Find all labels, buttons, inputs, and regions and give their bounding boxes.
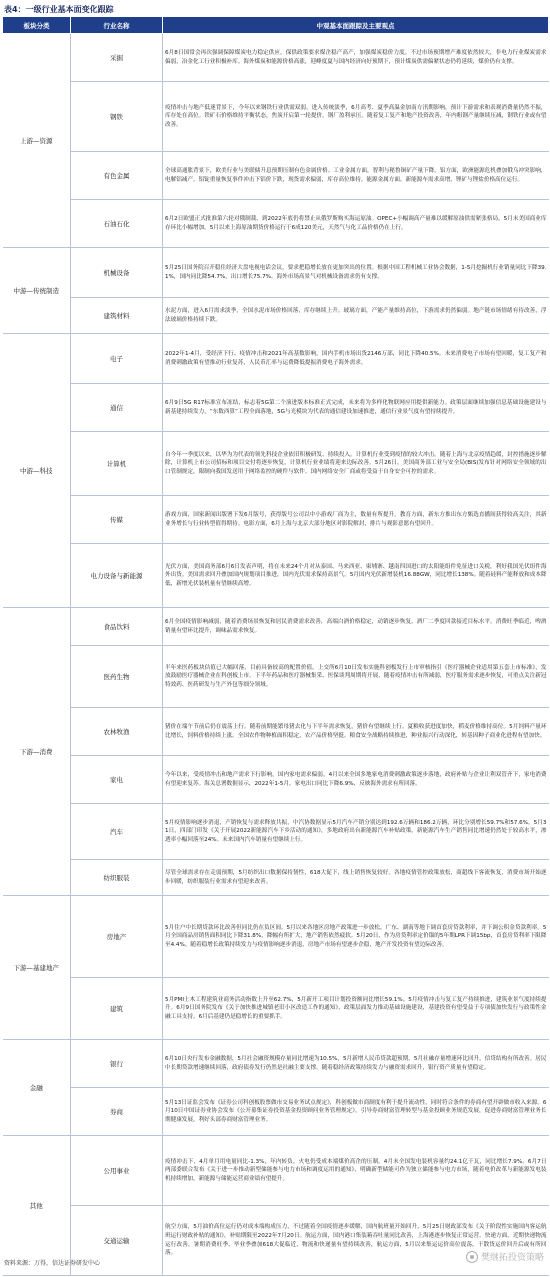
view-cell: 今年以来，受疫情冲击和地产需求下行影响，国内家电需求偏弱。4月以来全国多地家电消费刺激政策逐步落地，政府补贴与企业让利双管齐下，家电消费有望迎来复苏。海关总署数据显示，2022年1-5月，家电出口同比下降6.9%，反映海外需求有所回落。 bbox=[163, 756, 549, 804]
table-row bbox=[3, 1136, 549, 1206]
view-cell: 全球高通胀背景下，欧美行业与美联储升息预期压制有色金属价格。工业金属方面，智利与秘鲁铜矿产量下降。铝方面，欧洲能源危机叠加俄乌冲突影响，电解铝减产。铝锭重量恢复事件冲击下铝价下跌，现货需求偏弱，库存高位维持。能源金属方面，新能源车需求高增，锂矿与锂盐价格高位运行。 bbox=[163, 152, 549, 200]
segment-cell: 中游—传统制造 bbox=[3, 248, 71, 334]
view-cell: 疫情冲击与地产低迷背景下，今年以来钢铁行业供需双弱。进入传统淡季，6月高考、夏季高温金加南方汛期影响，预计下游需求和表观消费量仍然不振，库存处在高位。铁矿石价格维持平衡状态，焦炭开启第一轮提价，钢厂盈利承压。随着复工复产和地产投资改善，年内粗钢产量继续压减，钢铁行业或有望改善。 bbox=[163, 82, 549, 152]
table-row bbox=[3, 200, 549, 248]
view-cell: 水泥方面，进入6月需求淡季，全国水泥市场价格回落，库存继续上升。玻璃方面，产能产量维持高位，下游需求仍然偏弱。地产链市场情绪有待改善，浮法玻璃价格持续下跌。 bbox=[163, 298, 549, 334]
table-header-row bbox=[3, 17, 549, 34]
watermark-text: 樊继拓投资策略 bbox=[480, 1253, 544, 1263]
industry-cell: 建筑 bbox=[71, 978, 163, 1040]
view-cell: 6月10日央行发布金融数据，5月社会融资规模存量同比增速为10.5%，5月新增人民币贷款超预期，5月社融存量增速环比回升，信贷结构有所改善。居民中长期贷款增速继续回落，政府债券发行仍然是社融主要支撑。随着稳经济政策持续发力与融资需求回升，银行资产质量有望稳定。 bbox=[163, 1040, 549, 1088]
table-row bbox=[3, 804, 549, 860]
view-cell: 6月2日欧盟正式批准第六轮对俄制裁，到2022年底仍将禁止从俄罗斯购买海运原油。OPEC+小幅调高产量难以缓解原油供需紧张格局。5月末美国商业库存环比小幅增加。5月以来上海原油期货价格运行于6成120美元，天然气与化工品价格仍在上行。 bbox=[163, 200, 549, 248]
industry-cell: 医药生物 bbox=[71, 646, 163, 708]
table-row bbox=[3, 298, 549, 334]
segment-cell: 下游—基建地产 bbox=[3, 896, 71, 1040]
table-row bbox=[3, 384, 549, 432]
table-row bbox=[3, 608, 549, 646]
table-row bbox=[3, 152, 549, 200]
industry-cell: 食品饮料 bbox=[71, 608, 163, 646]
table-row bbox=[3, 334, 549, 384]
industry-cell: 券商 bbox=[71, 1088, 163, 1136]
view-cell: 游戏方面，国家新闻出版署下发6月版号，获得版号公司以中小游戏厂商为主，数量有所提升。教育方面，新东方推出东方甄选直播间获得较高关注，其新业务增长与行业转型值得期待。电影方面，6月上海与北京大部分地区对影院解封，排片与观影意愿有望回升。 bbox=[163, 496, 549, 544]
industry-cell: 石油石化 bbox=[71, 200, 163, 248]
industry-cell: 采掘 bbox=[71, 34, 163, 82]
industry-cell: 公用事业 bbox=[71, 1136, 163, 1206]
industry-cell: 汽车 bbox=[71, 804, 163, 860]
industry-cell: 有色金属 bbox=[71, 152, 163, 200]
industry-cell: 传媒 bbox=[71, 496, 163, 544]
segment-cell: 其他 bbox=[3, 1136, 71, 1276]
industry-cell: 电力设备与新能源 bbox=[71, 544, 163, 608]
view-cell: 5月13日证监会发布《证券公司科创板股票做市交易业务试点规定》，科创板做市商制度有利于提升流动性，同时符合条件的券商有望开辟做市收入来源。6月10日中国证券业协会发布《公开募集证券投资基金投资顾问业务管理规定》，引导券商财富管理转型与基金投顾业务规范发展，促进券商财富管理业务长期健康发展，利好头部券商财富管理业务。 bbox=[163, 1088, 549, 1136]
segment-cell: 中游—科技 bbox=[3, 334, 71, 608]
view-cell: 半年来医药板块估值已大幅回落，目前具备较高的配置价值。上交所6月10日发布实施科创板发行上市审核指引《医疗器械企业适用第五套上市标准》，发放鼓励医疗器械企业在科创板上市。下半年药品和医疗器械集采、医保谈判周期将开展，随着疫情冲击有所减弱，医疗服务需求逐步恢复，可重点关注新冠特效药、医药研发与生产外包等细分领域。 bbox=[163, 646, 549, 708]
segment-cell: 上游—资源 bbox=[3, 34, 71, 248]
industry-cell: 家电 bbox=[71, 756, 163, 804]
view-cell: 5月住户中长期贷款环比改善但同比仍在负区间。5月以来各地区房地产政策进一步放松，广东、湖南等地下调首套房贷款利率，并下调公积金贷款利率。5月全国商品房销售面积同比下降31.8%，降幅有所扩大，地产销售依然疲软。5月20日，作为房贷利率定价锚的5年期LPR下调15bp，首套房贷利率下限降至4.4%。随着稳增长政策持续发力与疫情影响逐步消退，房地产市场有望逐步企稳，地产开发投资有望边际改善。 bbox=[163, 896, 549, 978]
view-cell: 自今年一季度以来，以华为为代表的领先科技企业依旧积极研发、持续投入。计算机行业受到疫情的较大冲击。随着上海与北京疫情趋缓，封控措施逐步解除，计算机上市公司招标和项目交付将逐步恢复，计算机行业业绩将迎来边际改善。5月26日，美国商务部工业与安全局(BIS)发布针对网络安全领域的出口管制规定，限制向我国发送用于网络监控的硬件与软件。国内网络安全厂商或将受益于自身安全可控的需求。 bbox=[163, 432, 549, 496]
industry-cell: 银行 bbox=[71, 1040, 163, 1088]
view-cell: 航空方面，5月油价高位运行仍对成本端构成压力，不过随着全国疫情逐步缓解，国内航班量开始回升，5月25日财政部发布《关于阶段性实施国内客运航班运行财政补贴的通知》，补贴期限至2022年7月20日。航运方面，国内港口集装箱吞吐量同比改善，上海港逐步恢复正常运营。快递方面，近期快递物流运行改善，暑期消费旺季、毕业季叠加618大促临近，物流和快递量有望持续改善，航运方面，5月以来集运运价高位震荡，干散货运价回升后或有所回落。 bbox=[163, 1206, 549, 1276]
view-cell: 5月疫情影响逐步消退，产销恢复与需求释放共振，中汽协数据显示5月汽车产销分别达到192.6万辆和186.2万辆，环比分别增长59.7%和57.6%。5月31日，四部门印发《关于开展2022新能源汽车下乡活动的通知》，多地政府出台新能源汽车补贴政策。新能源汽车生产销售同比增速仍然处于较高水平，渗透率小幅回落至24%。未来国内汽车销量有望继续上行。 bbox=[163, 804, 549, 860]
industry-cell: 交通运输 bbox=[71, 1206, 163, 1276]
table-title: 表4：一级行业基本面变化跟踪 bbox=[4, 5, 114, 14]
table-row bbox=[3, 860, 549, 896]
industry-tracking-table bbox=[2, 16, 549, 1276]
view-cell: 光伏方面，美国商务部6月6日发表声明，将在未来24个月对从泰国、马来西亚、柬埔寨、越南四国进口的太阳能组件免征进口关税，利好我国光伏组件海外出货。美国需求回升叠加国内规划项目推进，国内光伏需求保持高景气。5月国内光伏新增装机16.88GW，同比增长138%。随着硅料产能释放和成本降低，新增光伏装机量有望继续高增。 bbox=[163, 544, 549, 608]
industry-cell: 钢铁 bbox=[71, 82, 163, 152]
view-cell: 5月PMI土木工程建筑业商务活动指数上升至62.7%，5月新开工项目计划投资额同比增长59.1%。5月疫情冲击与复工复产持续推进，建筑业景气度持续提升。6月9日国务院发布《关于加快推进城镇老旧小区改造工作的通知》，政策层面发力推动基础设施建设，基建投资有望受益于专项债加快发行与政策性金融工具支持。6月后基建仍是稳增长的重要抓手。 bbox=[163, 978, 549, 1040]
table-row bbox=[3, 82, 549, 152]
industry-cell: 农林牧渔 bbox=[71, 708, 163, 756]
table-row bbox=[3, 432, 549, 496]
industry-cell: 纺织服装 bbox=[71, 860, 163, 896]
table-row bbox=[3, 646, 549, 708]
industry-cell: 计算机 bbox=[71, 432, 163, 496]
header-segment: 板块分类 bbox=[3, 17, 71, 34]
header-industry: 行业名称 bbox=[71, 17, 163, 34]
view-cell: 6月9日5G R17标准宣布冻结，标志着5G第二个演进版本标准正式完成，未来将为多样化物联网应用提供新能力。政策层面继续加强信息基础设施建设与新基建持续发力，“东数西算”工程全面落地，5G与光模块为代表的通信建设加速推进，通信行业景气度有望持续提升。 bbox=[163, 384, 549, 432]
table-body bbox=[3, 34, 549, 1276]
header-view: 中观基本面跟踪及主要观点 bbox=[163, 17, 549, 34]
table-row bbox=[3, 1040, 549, 1088]
view-cell: 6月全国疫情影响减弱，随着消费场景恢复和居民消费需求改善，高端白酒价格稳定，动销逐步恢复。酒厂二季度回款接近目标水平。消费旺季临近，啤酒销量有望环比提升，调味品需求恢复。 bbox=[163, 608, 549, 646]
table-row bbox=[3, 896, 549, 978]
industry-cell: 房地产 bbox=[71, 896, 163, 978]
view-cell: 6月8日国常会再次强调保障煤炭电力稳定供应。保供政策要求煤企稳产高产，加强煤炭稳价力度。不过市场预期增产难度依然较大，非电力行业煤炭需求偏弱，冶金化工行业积极补库。海外煤炭和能源价格高涨，迎峰度夏与国内经济向好预期下，预计煤炭供需偏紧状态仍将延续，煤价仍有支撑。 bbox=[163, 34, 549, 82]
view-cell: 尽管全球需求存在走弱预期，5月纺织出口数据保持韧性，618大促下，线上销售恢复较好。各地疫情管控政策放松，商超线下客流恢复，消费市场开始逐步回暖，纺织服装行业需求有望迎来改善。 bbox=[163, 860, 549, 896]
wechat-logo-icon bbox=[466, 1251, 478, 1263]
segment-cell: 下游—消费 bbox=[3, 608, 71, 896]
table-row bbox=[3, 34, 549, 82]
view-cell: 猪价在端午节前后仍在震荡上行。随着前期能繁母猪去化与下半年需求恢复，猪价有望继续上行。夏粮收获进度加快，稻麦价格维持高位。5月饲料产量环比增长，饲料价格持续上涨。全国农作物种植面积稳定，农产品价格坚挺。粮食安全战略持续推进，种业振兴行动深化，转基因种子商业化进程有望加快。 bbox=[163, 708, 549, 756]
industry-cell: 电子 bbox=[71, 334, 163, 384]
table-row bbox=[3, 1088, 549, 1136]
view-cell: 2022年1-4月，受经济下行、疫情冲击和2021年高基数影响，国内手机市场出货2146万部，同比下降40.5%。未来消费电子市场有望回暖，复工复产和消费刺激政策有望推动行业复苏，人民币汇率与运费降低提振消费电子海外需求。 bbox=[163, 334, 549, 384]
industry-cell: 建筑材料 bbox=[71, 298, 163, 334]
segment-cell: 金融 bbox=[3, 1040, 71, 1136]
table-row bbox=[3, 708, 549, 756]
industry-cell: 通信 bbox=[71, 384, 163, 432]
table-row bbox=[3, 496, 549, 544]
table-row bbox=[3, 978, 549, 1040]
table-row bbox=[3, 544, 549, 608]
watermark bbox=[466, 1250, 544, 1263]
view-cell: 疫情冲击下，4月单月用电量同比-1.3%，年内转负。火电仍受成本端煤价高企的压制，4月末全国发电装机容量约24.1亿千瓦，同比增长7.9%。6月7日两部委联合发布《关于进一步推动新型储能参与电力市场和调度运用的通知》，明确新型储能可作为独立储能参与电力市场，随着电价改革与新能源发电装机持续增加，新能源与储能运营商业绩有望提升。 bbox=[163, 1136, 549, 1206]
table-row bbox=[3, 756, 549, 804]
table-row bbox=[3, 248, 549, 298]
industry-cell: 机械设备 bbox=[71, 248, 163, 298]
view-cell: 5月25日国务院召开稳住经济大盘电视电话会议，要求把稳增长放在更加突出的位置。根据中国工程机械工业协会数据，1-5月挖掘机行业销量同比下降39.1%，国内同比降54.7%，出口增长75.7%。海外市场高景气对机械设备需求仍有支撑。 bbox=[163, 248, 549, 298]
source-note: 资料来源：万得，信达证券研发中心 bbox=[4, 1260, 101, 1267]
